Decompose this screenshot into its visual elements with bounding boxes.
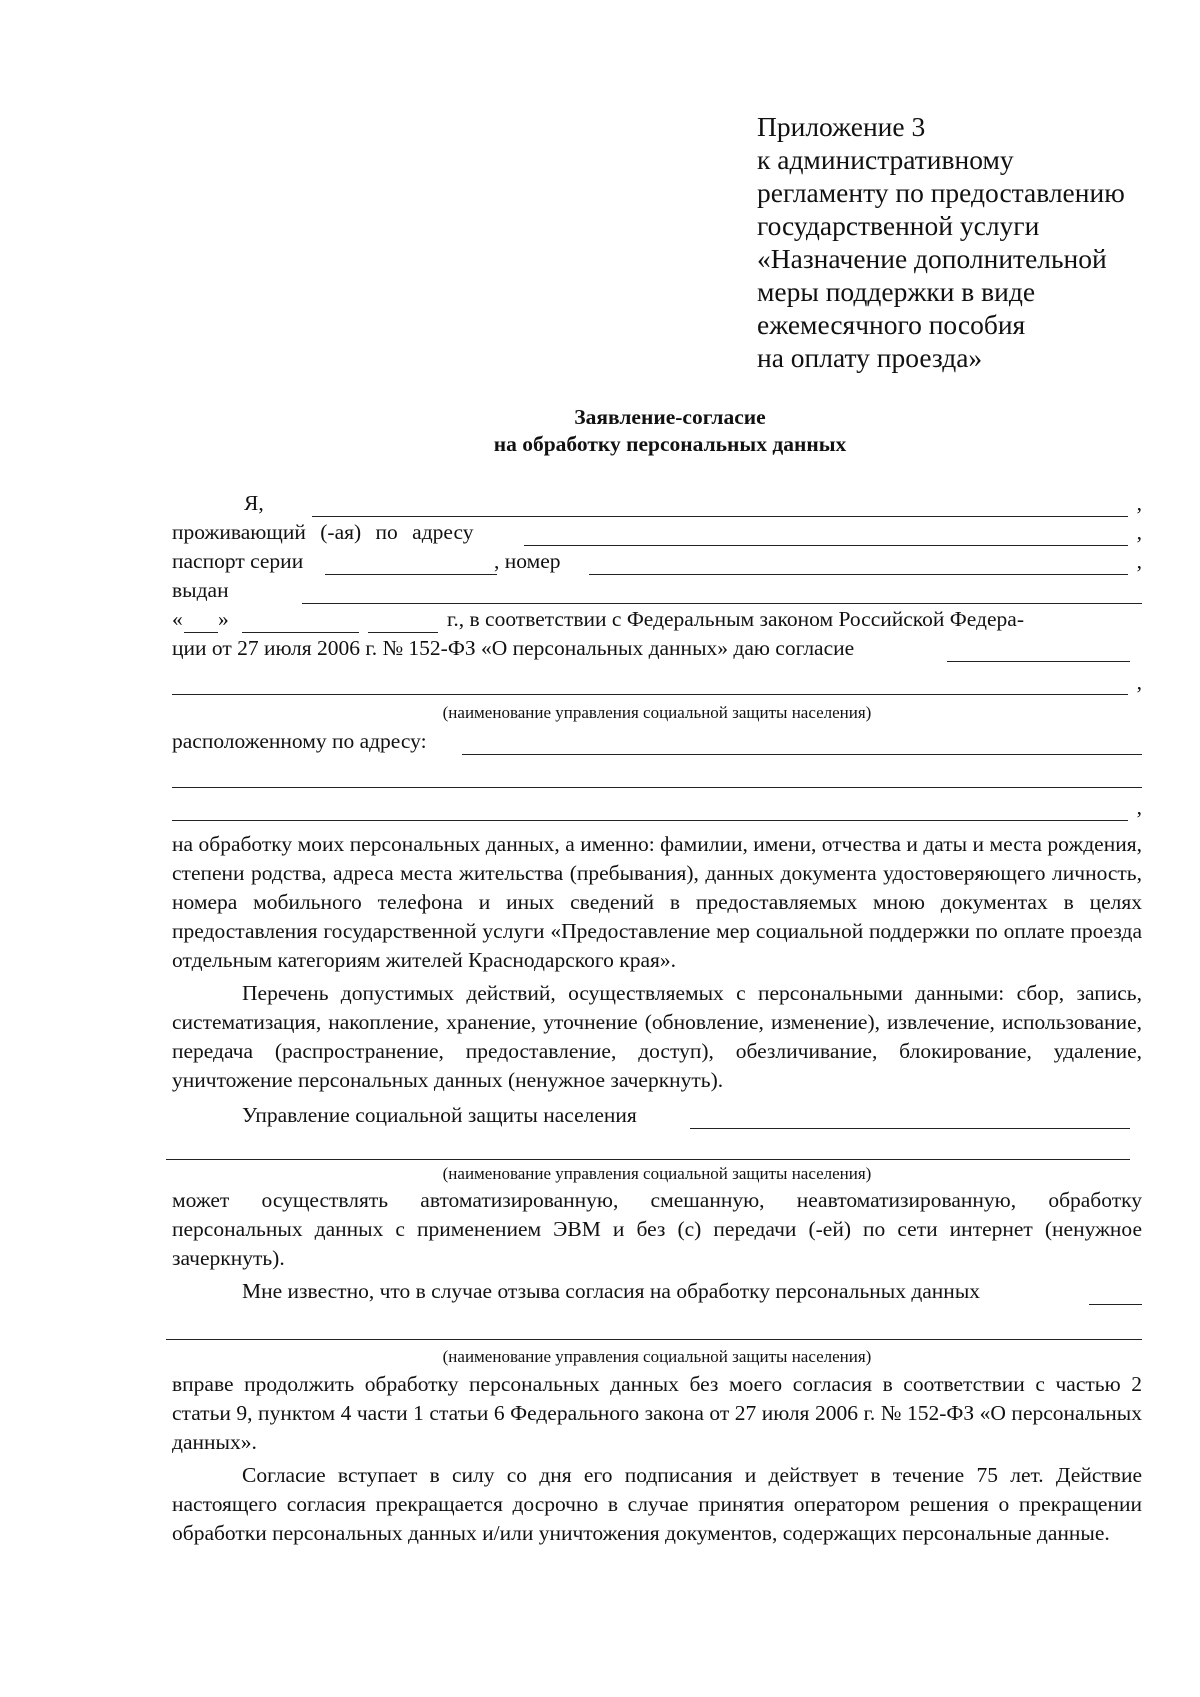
department-field[interactable]	[690, 1128, 1130, 1129]
comma: ,	[1136, 520, 1142, 544]
comma: ,	[1136, 795, 1142, 819]
department-label: Управление социальной защиты населения	[242, 1103, 637, 1127]
row-issued	[172, 578, 1142, 607]
title-subline: на обработку персональных данных	[493, 432, 847, 456]
continuation-paragraph: вправе продолжить обработку персональных данных без моего согласия в соответствии с частью 2 статьи 9, пунктом 4 части 1 статьи 6 Федерального закона от 27 июля 2006 г. № 152-ФЗ «О персональных данных».	[172, 1372, 1142, 1454]
consent-scope-paragraph: на обработку моих персональных данных, а именно: фамилии, имени, отчества и даты и места рождения, степени родства, адреса места жительства (пребывания), данных документа удостоверяющего личность, номера мобильного телефона и иных сведений в предоставляемых мною документах в целях предоставления государственной услуги «Предоставление мер социальной поддержки по оплате проезда отдельным категориям жителей Краснодарского края».	[172, 832, 1142, 972]
issued-by-field[interactable]	[302, 603, 1142, 604]
passport-series-field[interactable]	[325, 574, 497, 575]
row-date	[172, 607, 1142, 636]
department-caption: (наименование управления социальной защиты населения)	[442, 1347, 872, 1366]
passport-series-label: паспорт серии	[172, 549, 304, 573]
location-address-field[interactable]	[172, 787, 1142, 788]
row-department-name	[172, 1308, 1142, 1344]
appendix-header	[757, 110, 1125, 374]
date-open-quote: «	[172, 607, 183, 631]
row-department-label	[172, 1099, 1142, 1132]
row-applicant-name	[172, 491, 1142, 520]
department-name-field[interactable]	[172, 694, 1128, 695]
department-caption: (наименование управления социальной защиты населения)	[442, 1164, 872, 1183]
row-location	[172, 726, 1142, 758]
row-passport	[172, 549, 1142, 578]
appendix-line: Приложение 3	[757, 111, 926, 142]
title-line: Заявление-согласие	[574, 405, 766, 429]
appendix-line: регламенту по предоставлению	[757, 177, 1125, 208]
appendix-line: «Назначение дополнительной	[757, 243, 1107, 274]
document-body	[172, 491, 1142, 1548]
month-field[interactable]	[242, 632, 359, 633]
comma: ,	[1136, 670, 1142, 694]
appendix-line: меры поддержки в виде	[757, 276, 1036, 307]
department-field[interactable]	[1089, 1304, 1142, 1305]
department-name-field[interactable]	[166, 1339, 1142, 1340]
day-field[interactable]	[184, 632, 218, 633]
row-address	[172, 520, 1142, 549]
i-label: Я,	[244, 491, 264, 515]
department-caption: (наименование управления социальной защиты населения)	[442, 703, 872, 722]
location-address-field[interactable]	[172, 820, 1128, 821]
address-field[interactable]	[524, 545, 1128, 546]
department-name-field[interactable]	[166, 1159, 1130, 1160]
row-department-name	[172, 665, 1142, 699]
law-text: г., в соответствии с Федеральным законом Российской Федера-	[447, 607, 1024, 631]
location-label: расположенному по адресу:	[172, 729, 427, 753]
address-label: проживающий (-ая) по адресу	[172, 520, 474, 544]
row-location-extra	[172, 791, 1142, 824]
row-department-name	[172, 1132, 1142, 1162]
appendix-line: на оплату проезда»	[757, 342, 983, 373]
row-revocation	[172, 1275, 1142, 1308]
date-close-quote: »	[218, 607, 229, 631]
allowed-actions-paragraph: Перечень допустимых действий, осуществляемых с персональными данными: сбор, запись, систематизация, накопление, хранение, уточнение (обновление, изменение), извлечение, использование, передача (распространение, предоставление, доступ), обезличивание, блокирование, удаление, уничтожение персональных данных (ненужное зачеркнуть).	[172, 981, 1142, 1092]
row-location-extra	[172, 758, 1142, 791]
revocation-text: Мне известно, что в случае отзыва согласия на обработку персональных данных	[242, 1279, 981, 1303]
passport-number-field[interactable]	[589, 574, 1128, 575]
comma: ,	[1136, 491, 1142, 515]
appendix-line: к административному	[757, 144, 1014, 175]
issued-label: выдан	[172, 578, 229, 602]
law-text: ции от 27 июля 2006 г. № 152-ФЗ «О персональных данных» даю согласие	[172, 636, 855, 660]
document-title	[300, 404, 1040, 458]
full-name-field[interactable]	[312, 516, 1128, 517]
processing-paragraph: может осуществлять автоматизированную, смешанную, неавтоматизированную, обработку персональных данных с применением ЭВМ и без (с) передачи (-ей) по сети интернет (ненужное зачеркнуть).	[172, 1188, 1142, 1270]
comma: ,	[1136, 549, 1142, 573]
location-address-field[interactable]	[462, 754, 1142, 755]
passport-number-label: , номер	[494, 549, 561, 573]
appendix-line: ежемесячного пособия	[757, 309, 1026, 340]
consent-to-field[interactable]	[947, 661, 1130, 662]
row-law	[172, 636, 1142, 665]
validity-paragraph: Согласие вступает в силу со дня его подписания и действует в течение 75 лет. Действие настоящего согласия прекращается досрочно в случае принятия оператором решения о прекращении обработки персональных данных и/или уничтожения документов, содержащих персональные данные.	[172, 1463, 1142, 1545]
year-field[interactable]	[368, 632, 438, 633]
appendix-line: государственной услуги	[757, 210, 1040, 241]
